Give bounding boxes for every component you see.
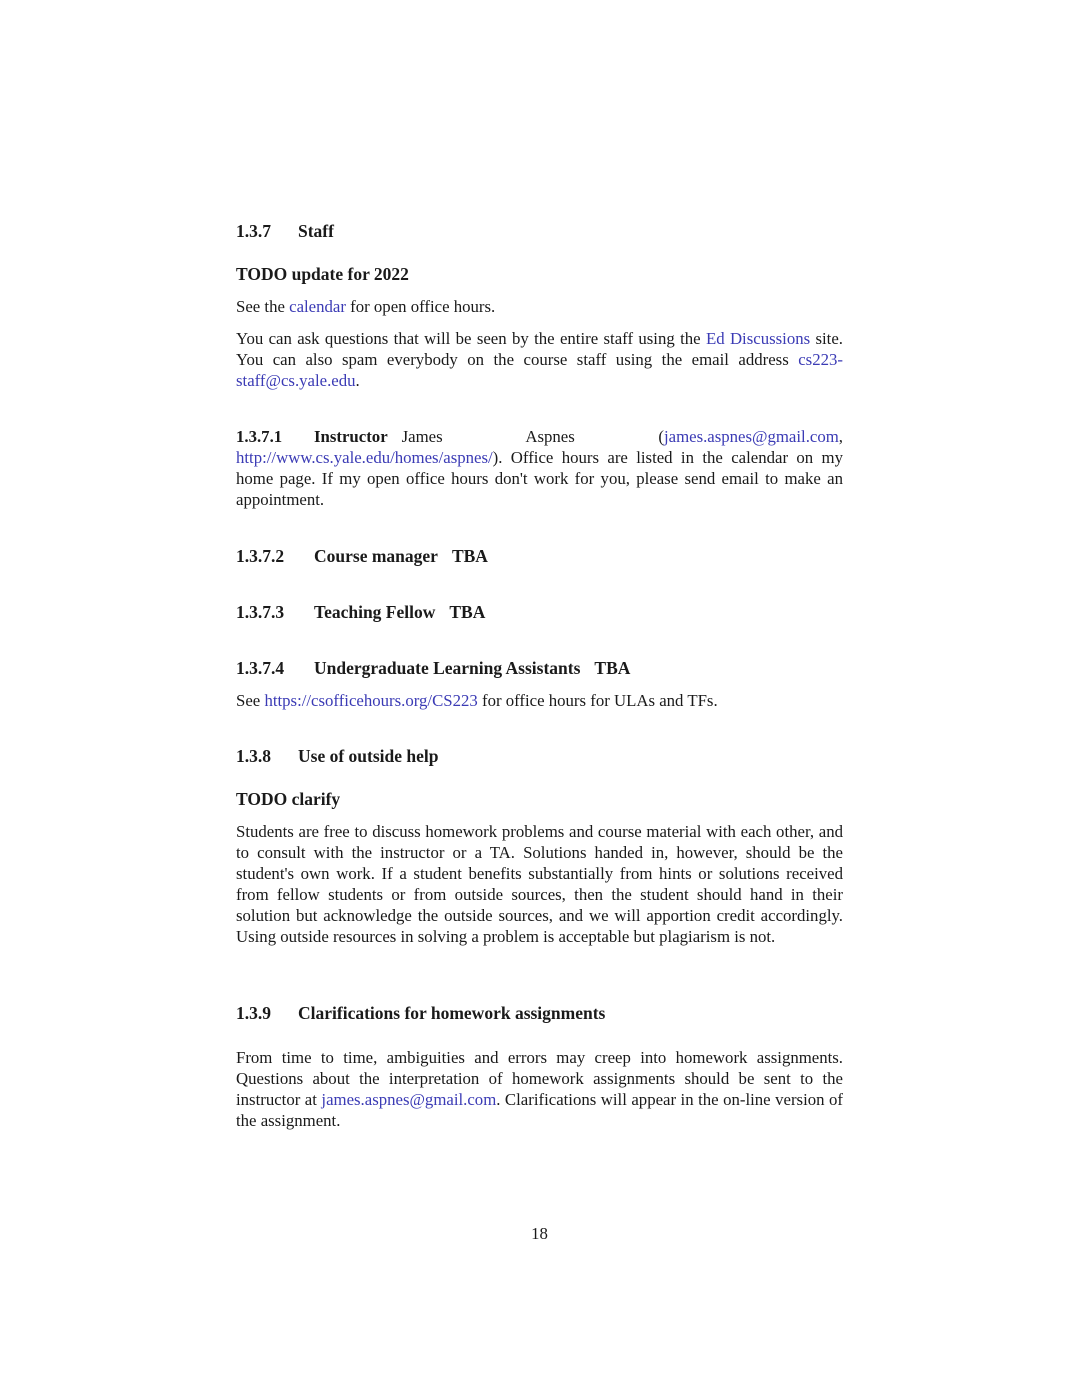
section-number: 1.3.7.3 <box>236 602 285 622</box>
calendar-link[interactable]: calendar <box>289 297 346 316</box>
section-number: 1.3.7.4 <box>236 658 285 678</box>
outside-help-paragraph: Students are free to discuss homework problems and course material with each other, and to consult with the instructor or a TA. Solutions handed in, however, should be the student's own work. If a student benefits substantially from hints or solutions received from fellow students or from outside sources, then the student should hand in their solution but acknowledge the outside sources, and we will apportion credit accordingly. Using outside resources in solving a problem is acceptable but plagiarism is not. <box>236 822 843 946</box>
staff-email-link[interactable]: cs223-staff@cs.yale.edu <box>236 350 843 390</box>
section-heading-1-3-7 <box>236 220 843 242</box>
section-title: Staff <box>298 221 334 241</box>
subsection-heading-1-3-7-1 <box>236 427 388 446</box>
text: . Clarifications will appear in the on-line version of the assignment. <box>236 1090 843 1130</box>
text: James Aspnes ( <box>401 427 664 446</box>
section-number: 1.3.7 <box>236 221 271 241</box>
todo-update-heading: TODO update for 2022 <box>236 264 409 284</box>
text: , <box>838 427 843 446</box>
section-value: TBA <box>449 602 486 622</box>
text: ). Office hours are listed in the calendar on my home page. If my open office hours don't work for you, please send email to make an appointment. <box>236 448 843 509</box>
instructor-email-link[interactable]: james.aspnes@gmail.com <box>663 427 839 446</box>
instructor-homepage-link[interactable]: http://www.cs.yale.edu/homes/aspnes/ <box>236 448 493 467</box>
document-page <box>236 0 843 1397</box>
section-number: 1.3.7.2 <box>236 546 285 566</box>
instructor-paragraph <box>236 426 843 510</box>
section-title: Instructor <box>314 427 388 446</box>
text: From time to time, ambiguities and errors may creep into homework assignments. Questions about the interpretation of homework assignments should be sent to the instructor at <box>236 1048 843 1109</box>
text: See <box>236 691 265 710</box>
todo-clarify-heading: TODO clarify <box>236 789 341 809</box>
section-value: TBA <box>594 658 631 678</box>
ed-discussions-link[interactable]: Ed Discussions <box>705 329 811 348</box>
clarifications-paragraph <box>236 1047 843 1131</box>
ed-discussions-paragraph <box>236 328 843 391</box>
text: You can ask questions that will be seen by the entire staff using the <box>236 329 706 348</box>
text: . <box>355 371 360 390</box>
section-heading-1-3-9 <box>236 1002 843 1024</box>
text: site. You can also spam everybody on the course staff using the email address <box>236 329 843 369</box>
subsection-heading-1-3-7-3 <box>236 601 843 623</box>
section-number: 1.3.8 <box>236 746 271 766</box>
section-number: 1.3.7.1 <box>236 427 283 446</box>
subsection-heading-1-3-7-2 <box>236 545 843 567</box>
section-title: Teaching Fellow <box>314 602 436 622</box>
calendar-paragraph <box>236 296 843 317</box>
csofficehours-link[interactable]: https://csofficehours.org/CS223 <box>264 691 478 710</box>
section-heading-1-3-8 <box>236 745 843 767</box>
section-title: Use of outside help <box>298 746 439 766</box>
section-title: Course manager <box>314 546 438 566</box>
instructor-email-link-2[interactable]: james.aspnes@gmail.com <box>321 1090 497 1109</box>
text: for office hours for ULAs and TFs. <box>477 691 718 710</box>
section-number: 1.3.9 <box>236 1003 271 1023</box>
page-number: 18 <box>531 1224 548 1243</box>
section-title: Clarifications for homework assignments <box>298 1003 606 1023</box>
text: See the <box>236 297 290 316</box>
subsection-heading-1-3-7-4 <box>236 657 843 679</box>
section-value: TBA <box>451 546 488 566</box>
section-title: Undergraduate Learning Assistants <box>314 658 581 678</box>
text: for open office hours. <box>345 297 496 316</box>
csofficehours-paragraph <box>236 690 843 711</box>
